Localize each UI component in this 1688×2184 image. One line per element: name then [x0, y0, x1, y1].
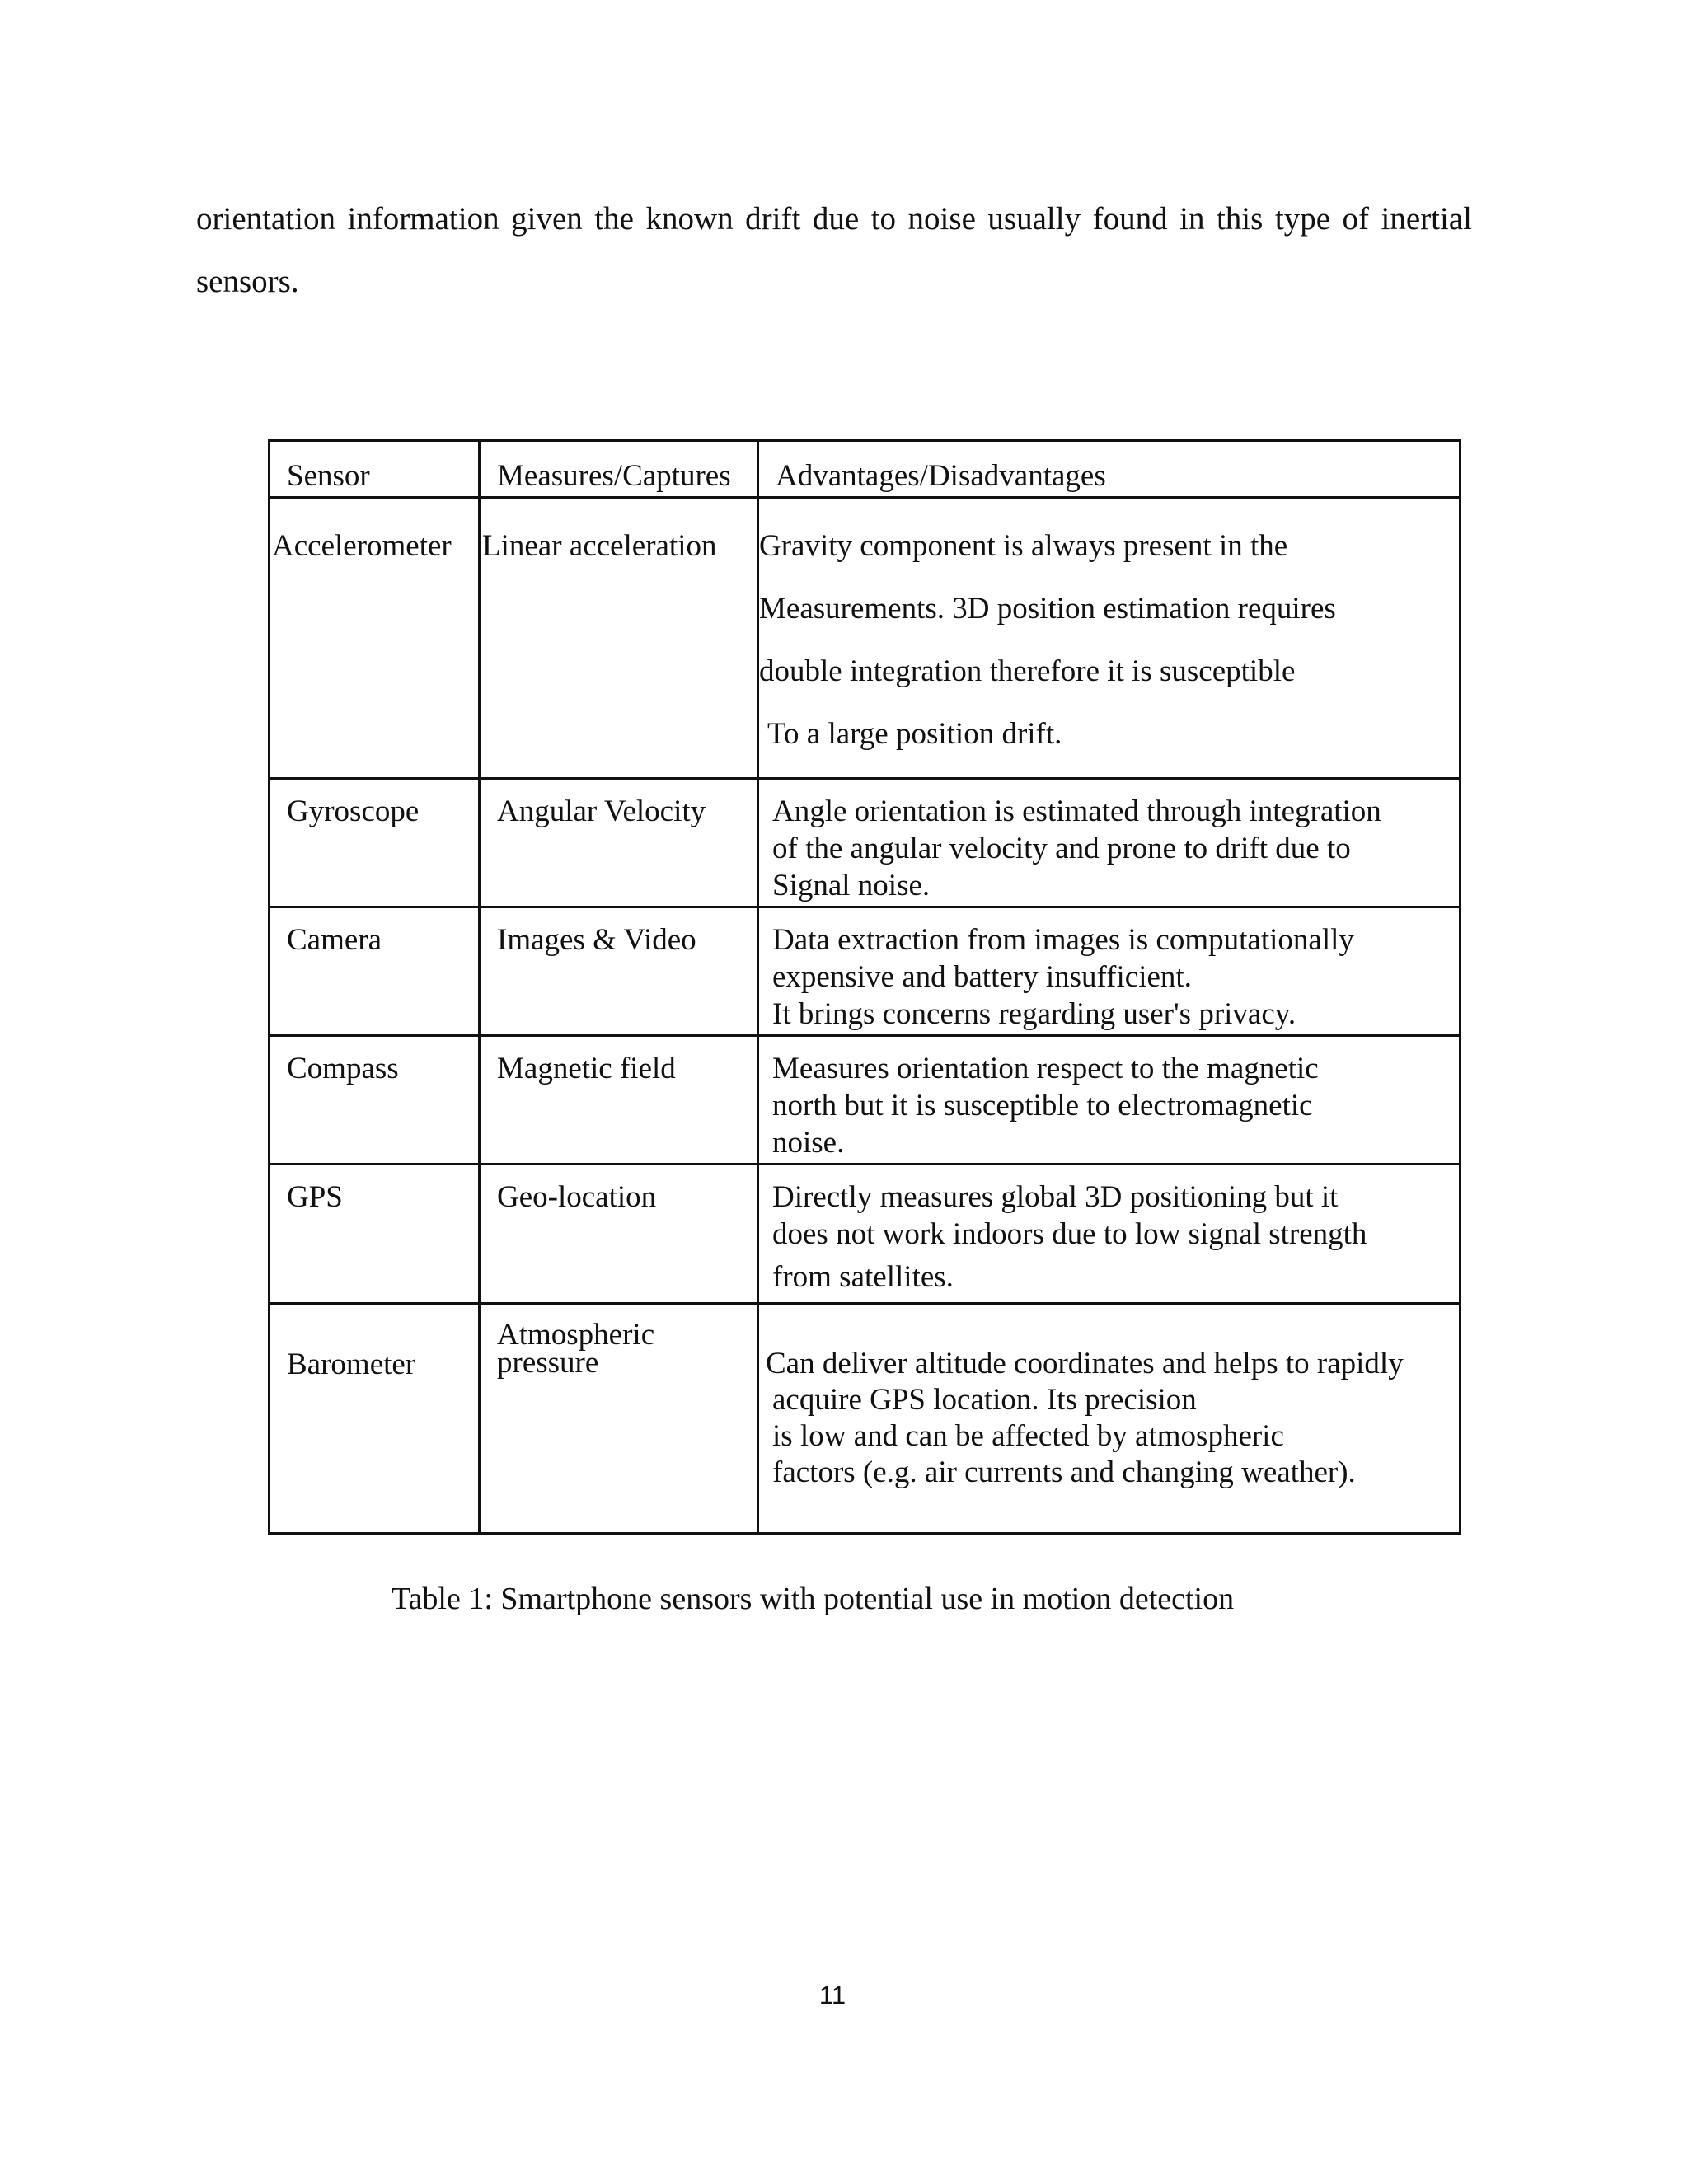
cell-advantages: Can deliver altitude coordinates and helps to rapidly acquire GPS location. Its precision is low and can be affected by atmospheric factors (e.g. air currents and changing weather).: [758, 1304, 1461, 1534]
cell-sensor: Barometer: [270, 1304, 480, 1534]
table-row-camera: [270, 907, 1461, 1036]
header-sensor: Sensor: [270, 441, 480, 498]
cell-advantages: Measures orientation respect to the magnetic north but it is susceptible to electromagnetic noise.: [758, 1036, 1461, 1165]
cell-sensor: Accelerometer: [270, 498, 480, 779]
table-row-compass: [270, 1036, 1461, 1165]
cell-measures: Images & Video: [480, 907, 758, 1036]
cell-measures: Geo-location: [480, 1165, 758, 1304]
cell-advantages: Directly measures global 3D positioning but it does not work indoors due to low signal strength from satellites.: [758, 1165, 1461, 1304]
cell-sensor: Compass: [270, 1036, 480, 1165]
page-number: 11: [818, 1980, 846, 2009]
table-row-barometer: [270, 1304, 1461, 1534]
body-paragraph: orientation information given the known drift due to noise usually found in this type of inertial sensors.: [196, 201, 1472, 299]
sensor-table: [268, 439, 1461, 1535]
cell-advantages: Gravity component is always present in the Measurements. 3D position estimation requires double integration therefore it is susceptible To a large position drift.: [758, 498, 1461, 779]
table-row-gyroscope: [270, 779, 1461, 907]
table-caption: Table 1: Smartphone sensors with potential use in motion detection: [392, 1582, 1235, 1616]
table-row-accelerometer: [270, 498, 1461, 779]
cell-measures: Magnetic field: [480, 1036, 758, 1165]
header-measures: Measures/Captures: [480, 441, 758, 498]
cell-measures: Linear acceleration: [480, 498, 758, 779]
cell-advantages: Data extraction from images is computationally expensive and battery insufficient. It brings concerns regarding user's privacy.: [758, 907, 1461, 1036]
header-advantages: Advantages/Disadvantages: [758, 441, 1461, 498]
cell-measures: Angular Velocity: [480, 779, 758, 907]
cell-advantages: Angle orientation is estimated through integration of the angular velocity and prone to drift due to Signal noise.: [758, 779, 1461, 907]
cell-sensor: Camera: [270, 907, 480, 1036]
table-row-gps: [270, 1165, 1461, 1304]
table-header-row: [270, 441, 1461, 498]
cell-measures: Atmospheric pressure: [480, 1304, 758, 1534]
cell-sensor: Gyroscope: [270, 779, 480, 907]
cell-sensor: GPS: [270, 1165, 480, 1304]
